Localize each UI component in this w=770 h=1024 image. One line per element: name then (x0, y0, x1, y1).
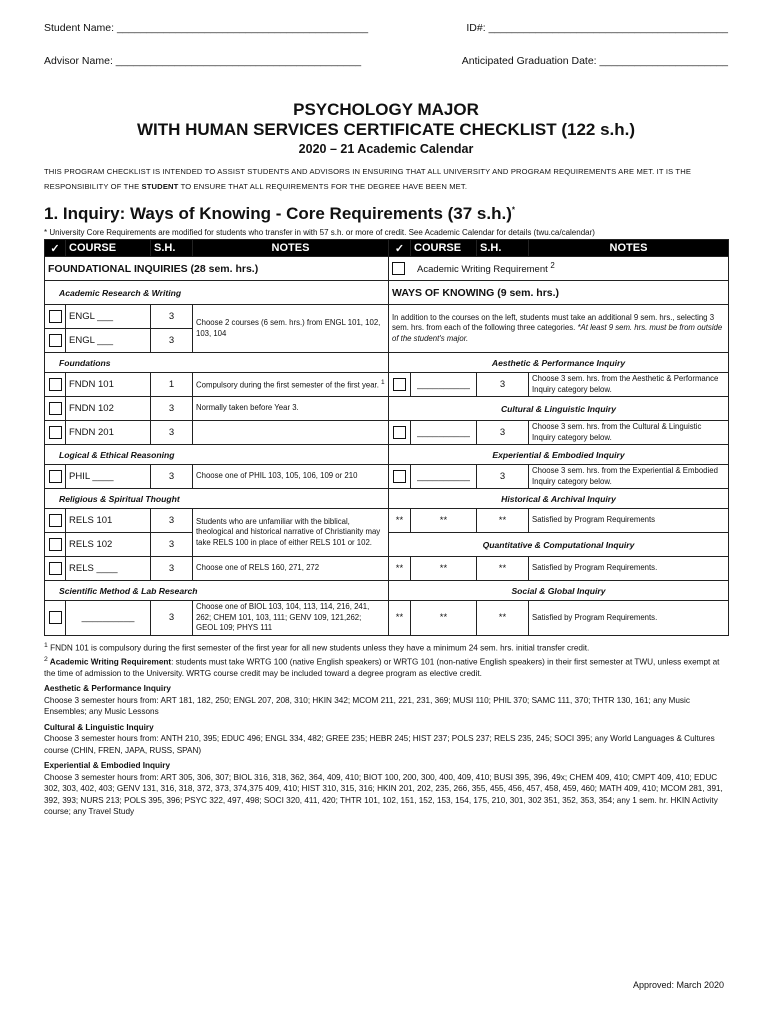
table-row: FNDN 201 3 __________ 3 Choose 3 sem. hrs. from the Cultural & Linguistic Inquiry category below. (45, 421, 729, 445)
footnotes (44, 640, 728, 818)
rels101-checkbox[interactable] (49, 514, 62, 527)
table-row: ENGL ___ 3 Choose 2 courses (6 sem. hrs.) from ENGL 101, 102, 103, 104 In addition to the courses on the left, students must take an additional 9 sem. hrs., selecting 3 sem. hrs. from each of the following three categories. *At least 9 sem. hrs. must be from outside of the student's major. (45, 305, 729, 329)
table-row (45, 257, 729, 281)
table-row: Scientific Method & Lab Research Social & Global Inquiry (45, 581, 729, 601)
rels-elective-checkbox[interactable] (49, 562, 62, 575)
engl-2-checkbox[interactable] (49, 334, 62, 347)
table-row: PHIL ____ 3 Choose one of PHIL 103, 105, 106, 109 or 210 __________ 3 Choose 3 sem. hrs. from the Experiential & Embodied Inquiry category below. (45, 465, 729, 489)
fndn201-checkbox[interactable] (49, 426, 62, 439)
table-row: __________ 3 Choose one of BIOL 103, 104, 113, 114, 216, 241, 262; CHEM 101, 103, 111; GENV 109, 121,262; GEOL 109; PHYS 111 ** ** ** Satisfied by Program Requirements. (45, 601, 729, 636)
science-checkbox[interactable] (49, 611, 62, 624)
academic-writing-cell: Academic Writing Requirement $^2$ (389, 257, 729, 281)
aesthetic-checkbox[interactable] (393, 378, 406, 391)
approved-date: Approved: March 2020 (632, 980, 724, 990)
graduation-date-field[interactable]: Anticipated Graduation Date: ______________________ (461, 55, 728, 67)
table-row: FNDN 101 1 Compulsory during the first semester of the first year. $^1$ __________ 3 Choose 3 sem. hrs. from the Aesthetic & Performance Inquiry category below. (45, 373, 729, 397)
aesthetic-list: Choose 3 semester hours from: ART 181, 182, 250; ENGL 207, 208, 310; HKIN 342; MCOM 211, 221, 231, 369; MUSI 110; PHIL 370; SAMC 111, 370; THTR 130, 161; any Music Ensembles; any Music Lessons (44, 695, 690, 717)
cultural-checkbox[interactable] (393, 426, 406, 439)
experiential-heading: Experiential & Embodied Inquiry (44, 761, 171, 771)
ways-title: WAYS OF KNOWING (9 sem. hrs.) (389, 281, 729, 305)
table-row: FNDN 102 3 Normally taken before Year 3. Cultural & Linguistic Inquiry (45, 397, 729, 421)
cultural-heading: Cultural & Linguistic Inquiry (44, 722, 154, 732)
title-line-3: 2020 – 21 Academic Calendar (298, 142, 474, 156)
advisor-name-field[interactable]: Advisor Name: __________________________________________ (44, 55, 362, 67)
rels102-checkbox[interactable] (49, 538, 62, 551)
fndn101-checkbox[interactable] (49, 378, 62, 391)
table-row: Religious & Spiritual Thought Historical & Archival Inquiry (45, 489, 729, 509)
intro-paragraph: THIS PROGRAM CHECKLIST IS INTENDED TO ASSIST STUDENTS AND ADVISORS IN ENSURING THAT ALL UNIVERSITY AND PROGRAM REQUIREMENTS ARE MET. IT IS THE RESPONSIBILITY OF THE STUDENT TO ENSURE THAT ALL REQUIREMENTS FOR THE DEGREE HAVE BEEN MET. (44, 167, 692, 191)
title-block (44, 100, 728, 156)
table-row: Logical & Ethical Reasoning Experiential & Embodied Inquiry (45, 445, 729, 465)
cultural-list: Choose 3 semester hours from: ANTH 210, 395; EDUC 496; ENGL 334, 482; GREE 235; HEBR 245; HIST 237; POLS 237; RELS 235, 245; SOCI 395; any World Languages & Cultures course (CHIN, FREN, JAPA, RUSS, SPAN) (44, 734, 715, 755)
experiential-checkbox[interactable] (393, 470, 406, 483)
section-note: * University Core Requirements are modified for students who transfer in with 57 s.h. or more of credit. See Academic Calendar for details (twu.ca/calendar) (44, 228, 595, 237)
table-row: RELS 101 3 Students who are unfamiliar with the biblical, theological and historical narrative of Christianity may take RELS 100 in place of either RELS 101 or 102. ** ** ** Satisfied by Program Requirements (45, 509, 729, 533)
footnote-2: $^2$ Academic Writing Requirement: students must take WRTG 100 (native English speakers) or WRTG 101 (non-native English speakers) in their first semester at TWU, unless exempt at the time of admission to the University. WRTG course credit may be included toward a degree program as elective credit. (44, 655, 720, 678)
ways-note: In addition to the courses on the left, students must take an additional 9 sem. hrs., selecting 3 sem. hrs. from each of the following three categories. *At least 9 sem. hrs. must be from outside of the student's major. (389, 305, 729, 353)
table-header-row: ✓ COURSE S.H. NOTES ✓ COURSE S.H. NOTES (45, 240, 729, 257)
header-row-1 (44, 22, 728, 55)
table-row: ENGL ___ 3 (45, 329, 729, 353)
header-row-2 (44, 55, 728, 88)
title-line-2: WITH HUMAN SERVICES CERTIFICATE CHECKLIST (122 s.h.) (136, 120, 636, 139)
table-row: Academic Research & Writing WAYS OF KNOWING (9 sem. hrs.) (45, 281, 729, 305)
phil-checkbox[interactable] (49, 470, 62, 483)
foundational-title: FOUNDATIONAL INQUIRIES (28 sem. hrs.) (45, 257, 389, 281)
id-field[interactable]: ID#: _________________________________________ (466, 22, 728, 34)
experiential-list: Choose 3 semester hours from: ART 305, 306, 307; BIOL 316, 318, 362, 364, 409, 410; BIOT 100, 200, 300, 400, 409, 410; BUSI 395, 396, 49x; CHEM 409, 410; CMPT 409, 410; EDUC 302, 303, 402, 403; GENV 131, 316, 318, 372, 373, 374,375 409, 410; HIST 310, 315, 316; HKIN 201, 202, 235, 266, 355, 455, 456, 457, 458, 459, 460; MATH 409, 410; MCOM 281, 391, 392, 393; NURS 213; POLS 395, 396; PSYC 322, 497, 498; SOCI 320, 411, 420; THTR 101, 102, 151, 152, 153, 154, 175, 210, 301, 302 351, 352, 353, 354; any 1 sem. hr. HKIN Activity course; any Travel Study (44, 772, 723, 817)
table-row: RELS 102 3 Quantitative & Computational Inquiry (45, 533, 729, 557)
engl-1-checkbox[interactable] (49, 310, 62, 323)
footnote-1: $^1$ FNDN 101 is compulsory during the first semester of the first year for all new students unless they have a minimum 24 sem. hrs. initial transfer credit. (44, 641, 590, 653)
aesthetic-heading: Aesthetic & Performance Inquiry (44, 684, 171, 694)
table-row: RELS ____ 3 Choose one of RELS 160, 271, 272 ** ** ** Satisfied by Program Requirements. (45, 557, 729, 581)
table-row: Foundations Aesthetic & Performance Inquiry (45, 353, 729, 373)
section-heading: 1. Inquiry: Ways of Knowing - Core Requirements (37 s.h.)* (44, 204, 515, 223)
title-line-1: PSYCHOLOGY MAJOR (293, 100, 479, 119)
academic-writing-checkbox[interactable] (392, 262, 405, 275)
requirements-table (44, 239, 729, 636)
fndn102-checkbox[interactable] (49, 402, 62, 415)
student-name-field[interactable]: Student Name: ___________________________________________ (44, 22, 369, 34)
